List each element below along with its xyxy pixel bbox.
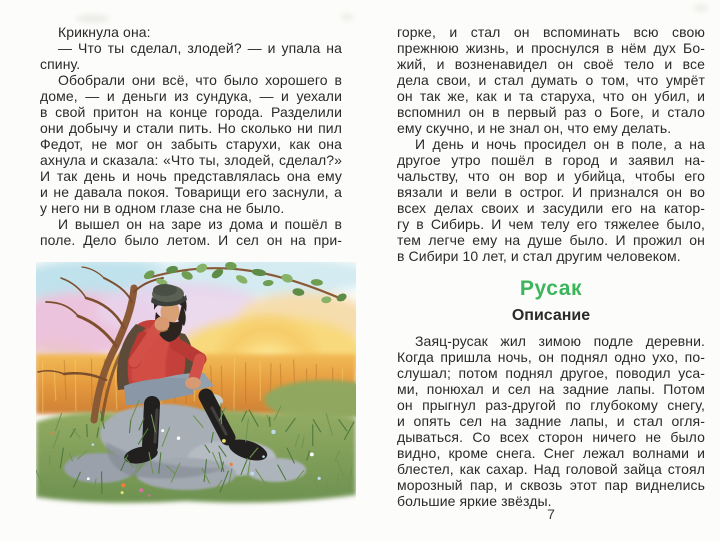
text-line: поле. Дело было летом. И сел он на при- <box>40 232 342 248</box>
text-line: чальству, что он вор и убийца, чтобы его <box>397 168 705 184</box>
text-line: жий, и возненавидел он своё тело и все <box>397 56 705 72</box>
text-line: другое утро пошёл в город и заявил на- <box>397 152 705 168</box>
text-line: видно, кроме снега. Снег лежал волнами и <box>397 445 705 461</box>
right-text-column <box>397 24 705 509</box>
text-line: ему скучно, и не знал он, что ему делать. <box>397 120 672 136</box>
text-line: Крикнула она: <box>58 24 151 40</box>
text-line: вспомнил он в первый раз о Боге, и стало <box>397 104 705 120</box>
text-line: И день и ночь просидел он в поле, а на <box>415 136 705 152</box>
text-line: у него ни в одном глазе сна не было. <box>40 200 285 216</box>
text-line: доме, — и деньги из сундука, — и уехали <box>40 88 342 104</box>
text-line: Федот, не мог он забыть старухи, как она <box>40 136 342 152</box>
text-line: Когда пришла ночь, он поднял одно ухо, по- <box>397 349 705 365</box>
page-number: 7 <box>547 506 555 522</box>
text-line: тем легче ему на душе было. И прожил он <box>397 232 705 248</box>
text-line: горке, и стал он вспоминать всю свою <box>397 24 705 40</box>
text-line: вязали и вели в острог. И признался он во <box>397 184 705 200</box>
hare-description-text <box>397 333 705 509</box>
section-title: Русак <box>519 277 583 300</box>
text-line: блестел, как сахар. Над головой зайца стоял <box>397 461 705 477</box>
text-line: и опять сел на задние лапы, и стал огля- <box>397 413 705 429</box>
illustration-man-on-stone <box>36 262 356 508</box>
text-line: гу в Сибирь. И чем телу его тяжелее было, <box>397 216 705 232</box>
text-line: в свой притон на конце города. Разделили <box>40 104 342 120</box>
text-line: дела свои, и стал думать о том, что умрёт <box>397 72 705 88</box>
text-line: И так день и ночь представлялась она ему <box>40 168 342 184</box>
section-subtitle: Описание <box>511 307 591 324</box>
text-line: спину. <box>40 56 81 72</box>
text-line: ахнула и сказала: «Что ты, злодей, сделал?» <box>40 152 342 168</box>
story-ending-text <box>397 24 705 264</box>
text-line: он так же, как и та старуха, что он убил, и <box>397 88 705 104</box>
scan-smudge <box>76 15 110 22</box>
text-line: ми, понюхал и сел на задние лапы. Потом <box>397 381 705 397</box>
left-text-column <box>40 24 342 248</box>
text-line: и не давала покоя. Товарищи его заснули, а <box>40 184 342 200</box>
text-line: прежнюю жизнь, и проснулся в нём дух Бо- <box>397 40 705 56</box>
text-line: И вышел он на заре из дома и пошёл в <box>58 216 342 232</box>
text-line: в Сибири 10 лет, и стал другим человеком. <box>397 248 681 264</box>
scan-smudge <box>341 14 353 20</box>
text-line: слушал; потом поднял другое, поводил уса- <box>397 365 705 381</box>
scan-smudge <box>694 5 708 11</box>
text-line: они добычу и стали пить. Но сколько ни пил <box>40 120 342 136</box>
text-line: морозный пар, и сквозь этот пар виднелись <box>397 477 705 493</box>
text-line: Заяц-русак жил зимою подле деревни. <box>415 333 705 349</box>
text-line: Обобрали они всё, что было хорошего в <box>58 72 342 88</box>
text-line: всех делах своих и засудили его на катор- <box>397 200 705 216</box>
text-line: — Что ты сделал, злодей? — и упала на <box>58 40 342 56</box>
text-line: дываться. Со всех сторон ничего не было <box>397 429 705 445</box>
text-line: он прыгнул раз-другой по глубокому снегу, <box>397 397 705 413</box>
text-line: большие яркие звёзды. <box>397 493 552 509</box>
